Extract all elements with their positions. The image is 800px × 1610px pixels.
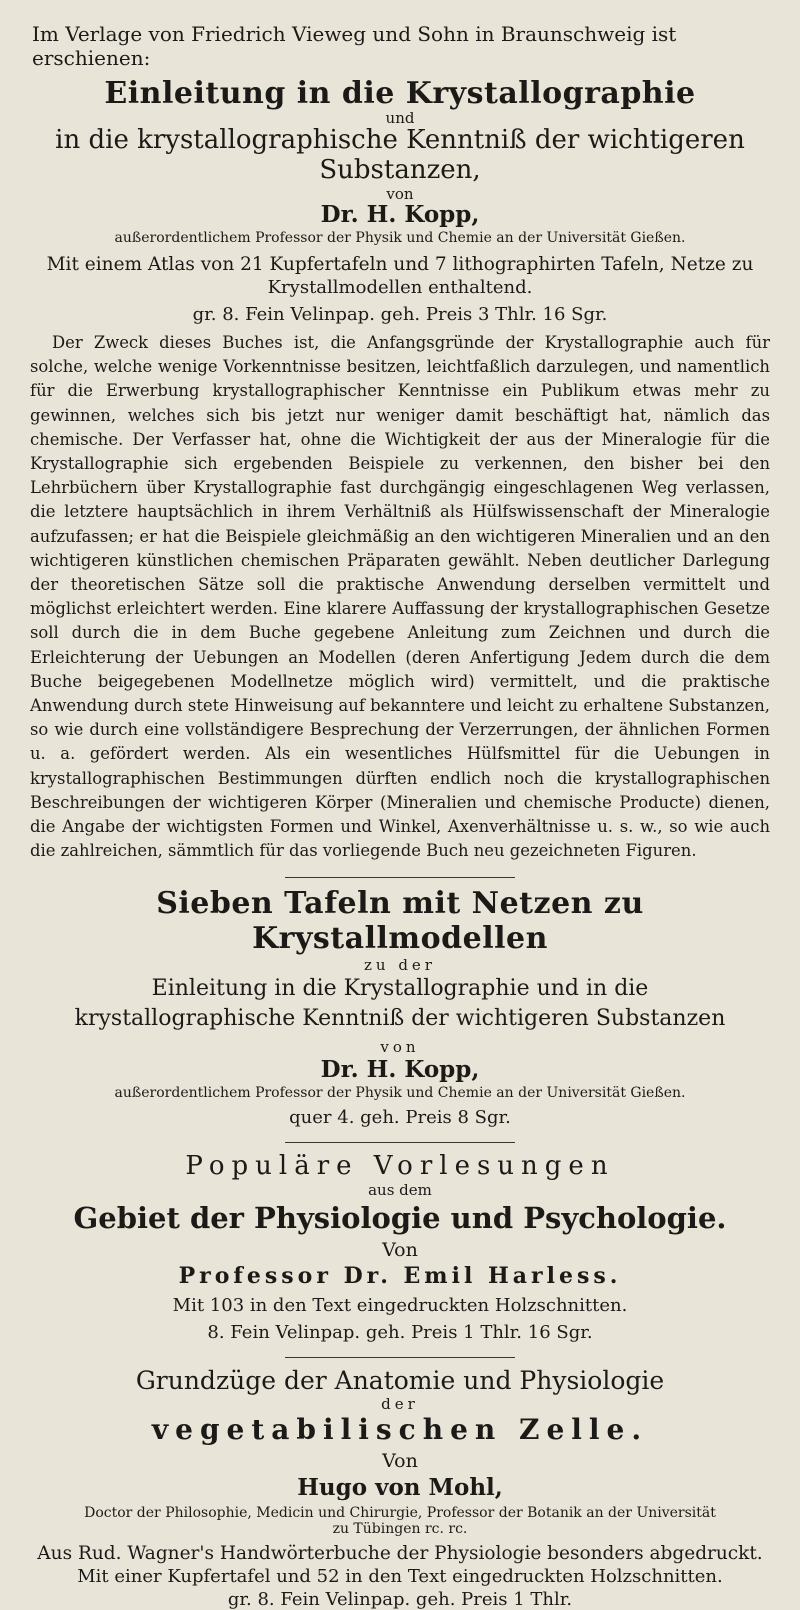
plates-subtitle: Einleitung in die Krystallographie und in die krystallographische Kenntniß der wichtigeren Substanzen [74,976,726,1032]
author-name-3: Professor Dr. Emil Harless. [178,1263,622,1290]
divider [285,877,515,878]
zu-der-label: zu der [364,956,436,975]
atlas-line-1: Mit einem Atlas von 21 Kupfertafeln und 7 lithographirten Tafeln, Netze zu [46,254,754,275]
book-subtitle: in die krystallographische Kenntniß der wichtigeren Substanzen, [55,125,745,185]
illustrations-line-3: Mit 103 in den Text eingedruckten Holzschnitten. [172,1295,628,1317]
atlas-line-2: Krystallmodellen enthaltend. [267,277,533,298]
von-label-3: Von [382,1239,418,1262]
illustrations-line-4: Mit einer Kupfertafel und 52 in den Text eingedruckten Holzschnitten. [77,1566,723,1588]
divider [285,1142,515,1143]
book-title: Einleitung in die Krystallographie [104,76,696,111]
divider [285,1357,515,1358]
publisher-line: Im Verlage von Friedrich Vieweg und Sohn in Braunschweig ist erschienen: [32,22,677,70]
cell-title-1: Grundzüge der Anatomie und Physiologie [135,1366,665,1396]
price-line-4: gr. 8. Fein Velinpap. geh. Preis 1 Thlr. [227,1589,573,1610]
lectures-title-small: Populäre Vorlesungen [185,1151,615,1182]
author-role: außerordentlichem Professor der Physik und Chemie an der Universität Gießen. [114,230,686,246]
plates-title: Sieben Tafeln mit Netzen zu Krystallmodellen [156,886,644,957]
author-role-4: Doctor der Philosophie, Medicin und Chirurgie, Professor der Botanik an der Universität [84,1505,716,1522]
von-label-2: von [380,1038,420,1057]
source-line-4: Aus Rud. Wagner's Handwörterbuche der Physiologie besonders abgedruckt. [37,1543,763,1565]
author-place-4: zu Tübingen rc. rc. [332,1521,468,1538]
price-line-3: 8. Fein Velinpap. geh. Preis 1 Thlr. 16 Sgr. [207,1322,593,1344]
author-name: Dr. H. Kopp, [320,201,480,228]
author-role-2: außerordentlichem Professor der Physik und Chemie an der Universität Gießen. [114,1085,686,1102]
von-label: von [386,185,414,203]
author-name-2: Dr. H. Kopp, [320,1056,480,1084]
author-name-4: Hugo von Mohl, [297,1474,503,1502]
price-line-2: quer 4. geh. Preis 8 Sgr. [289,1107,511,1129]
aus-dem-label: aus dem [368,1181,432,1200]
der-label: der [381,1395,419,1414]
lectures-title: Gebiet der Physiologie und Psychologie. [73,1201,727,1236]
book-description: Der Zweck dieses Buches ist, die Anfangsgründe der Krystallographie auch für solche, welche wenige Vorkenntnisse besitzen, leichtfaßlich darzulegen, und namentlich für die Erwerbung krystallographischer Kenntnisse ein Publikum etwas mehr zu gewinnen, welches sich bis jetzt nur weniger damit beschäftigt hat, nämlich das chemische. Der Verfasser hat, ohne die Wichtigkeit der aus der Mineralogie für die Krystallographie sich ergebenden Beispiele zu verkennen, den bisher bei den Lehrbüchern über Krystallographie fast durchgängig eingeschlagenen Weg verlassen, die letztere hauptsächlich in ihrem Verhältniß als Hülfswissenschaft der Mineralogie aufzufassen; er hat die Beispiele gleichmäßig an den wichtigeren Mineralien und an den wichtigeren künstlichen chemischen Präparaten gewählt. Neben deutlicher Darlegung der theoretischen Sätze soll die praktische Anwendung derselben vermittelt und möglichst erleichtert werden. Eine klarere Auffassung der krystallographischen Gesetze soll durch die in dem Buche gegebene Anleitung zum Zeichnen und durch die Erleichterung der Uebungen an Modellen (deren Anfertigung Jedem durch die dem Buche beigegebenen Modellnetze möglich wird) vermittelt, und die praktische Anwendung durch stete Hinweisung auf bekanntere und leicht zu erhaltene Substanzen, so wie durch eine vollständigere Besprechung der Verzerrungen, der ähnlichen Formen u. a. gefördert werden. Als ein wesentliches Hülfsmittel für die Uebungen in krystallographischen Bestimmungen dürften endlich noch die krystallographischen Beschreibungen der wichtigeren Körper (Mineralien und chemische Producte) dienen, die Angabe der wichtigsten Formen und Winkel, Axenverhältnisse u. s. w., so wie auch die zahlreichen, sämmtlich für das vorliegende Buch neu gezeichneten Figuren. [30,333,770,861]
cell-title-2: vegetabilischen Zelle. [151,1413,649,1447]
und-label: und [385,109,415,127]
von-label-4: Von [382,1450,418,1473]
price-line: gr. 8. Fein Velinpap. geh. Preis 3 Thlr. 16 Sgr. [192,304,608,325]
